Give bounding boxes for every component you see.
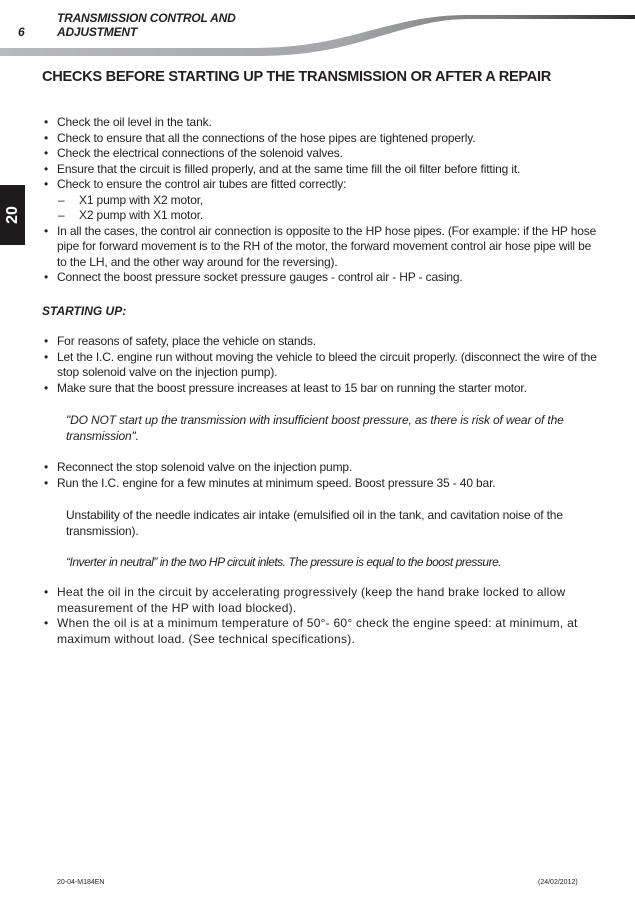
starting-steps-list-b: [44, 460, 599, 491]
list-item-text: Check the oil level in the tank.: [57, 115, 212, 129]
list-item: [44, 270, 599, 286]
list-item-text: Check to ensure the control air tubes are fitted correctly:: [57, 177, 347, 191]
section-tab: [0, 185, 25, 245]
chapter-title-line1: TRANSMISSION CONTROL AND: [57, 11, 236, 25]
list-item: [44, 224, 599, 271]
footer-doc-code: 20-04-M184EN: [57, 879, 105, 886]
list-item: [44, 381, 599, 397]
inverter-note: “Inverter in neutral” in the two HP circuit inlets. The pressure is equal to the boost pressure.: [66, 555, 502, 569]
list-item: [44, 162, 599, 178]
sub-list-item-text: X1 pump with X2 motor,: [79, 192, 204, 207]
bullet-icon: •: [44, 460, 49, 474]
bullet-icon: •: [44, 334, 49, 348]
list-item-text: Ensure that the circuit is filled properly, and at the same time fill the oil filter before fitting it.: [57, 161, 521, 176]
sub-list: [57, 193, 599, 224]
list-item-text: Reconnect the stop solenoid valve on the injection pump.: [57, 460, 353, 474]
bullet-icon: •: [44, 177, 49, 191]
list-item: [44, 616, 599, 647]
bullet-icon: •: [44, 223, 49, 238]
list-item: [44, 460, 599, 476]
bullet-icon: •: [44, 130, 49, 145]
list-item: [44, 115, 599, 131]
bullet-icon: •: [44, 475, 49, 490]
list-item: [44, 334, 599, 350]
bullet-icon: •: [44, 146, 49, 160]
list-item: [44, 476, 599, 492]
starting-steps-list-a: [44, 334, 599, 396]
section-tab-label: 20: [3, 206, 21, 224]
bullet-icon: •: [44, 270, 49, 284]
list-item: [44, 585, 599, 616]
bullet-icon: •: [44, 115, 49, 129]
starting-steps-list-c: [44, 585, 599, 647]
sub-list-item: [57, 208, 599, 224]
bullet-icon: •: [44, 585, 49, 599]
list-item-text: Run the I.C. engine for a few minutes at minimum speed. Boost pressure 35 - 40 bar.: [57, 475, 496, 490]
list-item-text: Check to ensure that all the connections of the hose pipes are tightened properly.: [57, 130, 476, 145]
checks-list: [44, 115, 599, 286]
footer-date: (24/02/2012): [538, 879, 578, 886]
list-item-text: Let the I.C. engine run without moving the vehicle to bleed the circuit properly. (disconnect the wire of the stop solenoid valve on the injection pump).: [57, 349, 597, 379]
list-item-text: Make sure that the boost pressure increases at least to 15 bar on running the starter motor.: [57, 380, 527, 395]
list-item: [44, 350, 599, 381]
page-number: 6: [18, 25, 25, 39]
dash-icon: –: [58, 192, 65, 207]
list-item-text: Check the electrical connections of the solenoid valves.: [57, 146, 343, 160]
list-item-text: In all the cases, the control air connection is opposite to the HP hose pipes. (For example: if the HP hose pipe for forward movement is to the RH of the motor, the forward movement control air hose pipe will be to the LH, and the other way around for the reversing).: [57, 223, 597, 269]
sub-list-item: [57, 193, 599, 209]
warning-note: "DO NOT start up the transmission with insufficient boost pressure, as there is risk of wear of the transmission".: [66, 413, 564, 443]
list-item: [44, 177, 599, 224]
bullet-icon: •: [44, 616, 49, 630]
list-item-text: When the oil is at a minimum temperature of 50°- 60° check the engine speed: at minimum, at maximum without load. (See technical specifications).: [57, 616, 578, 646]
bullet-icon: •: [44, 161, 49, 176]
chapter-title-line2: ADJUSTMENT: [57, 24, 138, 39]
list-item-text: For reasons of safety, place the vehicle on stands.: [57, 334, 316, 348]
needle-note: Unstability of the needle indicates air intake (emulsified oil in the tank, and cavitation noise of the transmission).: [66, 508, 563, 538]
bullet-icon: •: [44, 380, 49, 395]
list-item-text: Heat the oil in the circuit by accelerating progressively (keep the hand brake locked to allow measurement of the HP with load blocked).: [57, 585, 566, 615]
bullet-icon: •: [44, 349, 49, 364]
list-item-text: Connect the boost pressure socket pressure gauges - control air - HP - casing.: [57, 270, 463, 284]
main-heading: CHECKS BEFORE STARTING UP THE TRANSMISSION OR AFTER A REPAIR: [42, 69, 552, 85]
starting-up-heading: STARTING UP:: [42, 304, 127, 318]
list-item: [44, 131, 599, 147]
sub-list-item-text: X2 pump with X1 motor.: [79, 208, 204, 222]
list-item: [44, 146, 599, 162]
chapter-title: [57, 12, 236, 39]
dash-icon: –: [58, 208, 65, 222]
